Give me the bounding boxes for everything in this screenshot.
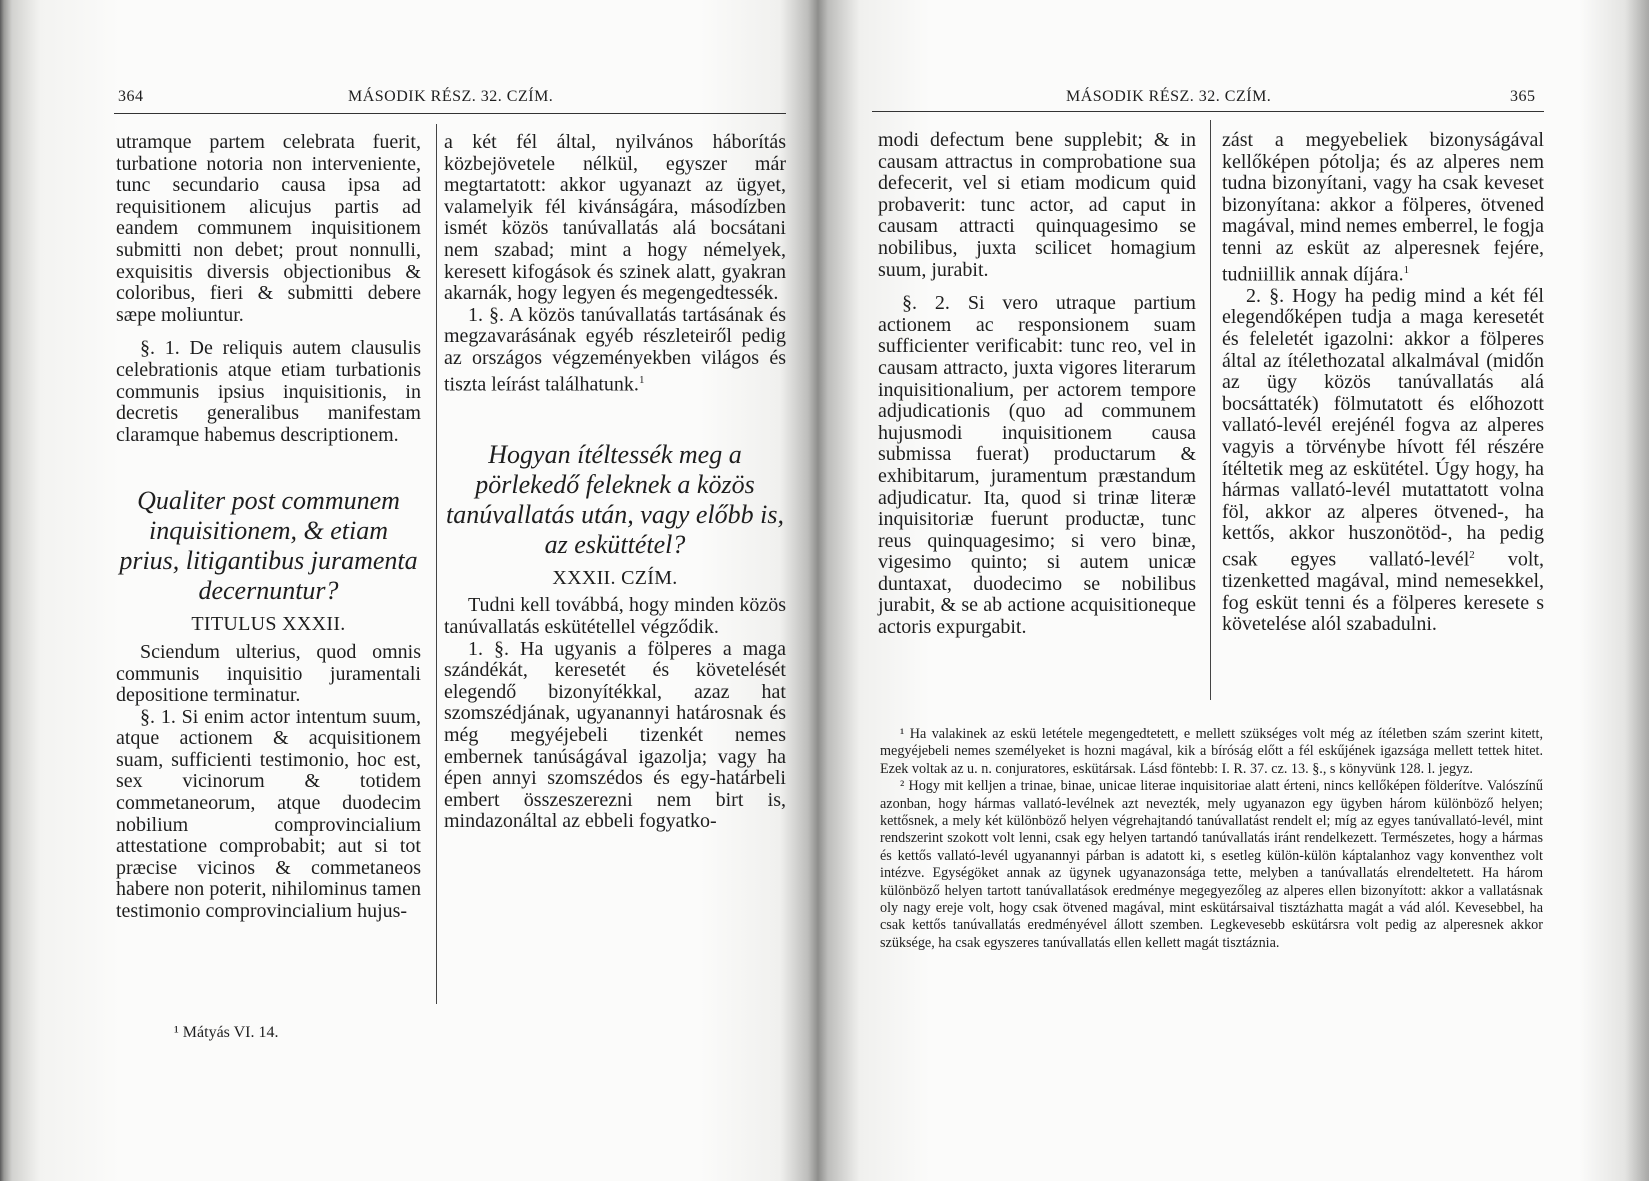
right-hungarian-column (1222, 130, 1544, 636)
footnote-2: ² Hogy mit kelljen a trinae, binae, unicae literae inquisitoriae alatt érteni, nincs kellőképen földerítve. Valószínű azonban, hogy hármas vallató-levélnek azt nevezték, mely ugyanazon egy ügyben három különböző helyen; kettősnek, a mely két különböző helyen végrehajtandó tanúvallatást rendelt el; míg az egyes tanúvallató-levél, mint rendszerint szokott volt lenni, csak egy helyen tartandó tanúvallatás iránt rendelkezett. Természetes, hogy a hármas és kettős vallató-levél ugyanannyi párban is adatott ki, s esetleg külön-külön káptalanhoz vagy konventhez volt intézve. Egységöket annak az ügynek ugyanazonsága tette, melyben a tanúvallatás elrendeltetett. Ha három különböző helyen tartott tanúvallatások eredménye megegyezőleg az alperes ellen bizonyított: akkor a vallatásnak oly nagy ereje volt, hogy csak ötvened magával, mint eskütársaival tisztázhatta magát a vád alól. Kevesebbel, ha csak kettős tanúvallatás eredményével állott szemben. Legkevesebb eskütársra volt pedig az alperesnek akkor szüksége, ha csak egyszeres tanúvallatás ellen kellett magát tisztáznia. (880, 778, 1543, 951)
hungarian-paragraph: 1. §. Ha ugyanis a fölperes a maga szándékát, keresetét és követelését elegendő bizonyítékkal, azaz hat szomszédjának, ugyanannyi határosnak és még megyéjebeli tizenkét nemes embernek tanúságával igazolja; vagy ha épen annyi szomszédos és egy-határbeli embert összeszerezni nem birt is, mindazonáltal az ebbeli fogyatko- (444, 637, 786, 833)
czim-heading: XXXII. CZÍM. (552, 566, 678, 589)
latin-paragraph: §. 1. Si enim actor intentum suum, atque actionem & acquisitionem suam, sufficienti testimonio, hoc est, sex vicinorum & totidem commetaneorum, atque duodecim nobilium comprovincialium attestatione comprobabit; aut si tot præcise vicinos & commetaneos habere non poterit, nihilominus tamen testimonio comprovincialium hujus- (116, 705, 421, 923)
latin-paragraph: utramque partem celebrata fuerit, turbatione notoria non interveniente, tunc secundario causa ipsa ad requisitionem alicujus partis ad eandem communem inquisitionem submitti non debet; prout nonnulli, exquisitis diversis objectionibus & coloribus, fieri & submitti debere sæpe moliuntur. (116, 131, 421, 326)
left-hungarian-column (444, 132, 786, 833)
left-page-number: 364 (118, 88, 144, 105)
right-latin-column (878, 130, 1196, 639)
latin-paragraph: §. 2. Si vero utraque partium actionem ac responsionem suam sufficienter verificabit: tunc reo, vel in causam attracto, juxta vigores literarum inquisitionalium, per actorem tempore adjudicationis (quo ad communem hujusmodi inquisitionem causa submissa fuerat) productarum & exhibitarum, juramentum præstandum adjudicatur. Ita, quod si trinæ literæ inquisitoriæ fuerunt productæ, tunc reus quinquagesimo; si vero binæ, vigesimo quinto; si autem unicæ duntaxat, duodecimo se nobilibus jurabit, & se ab actione acquisitioneque actoris expurgabit. (878, 292, 1196, 639)
left-running-head: MÁSODIK RÉSZ. 32. CZÍM. (348, 88, 554, 105)
hungarian-paragraph-with-note (1222, 286, 1544, 636)
right-footnotes (880, 726, 1543, 952)
left-latin-column (116, 132, 421, 923)
hungarian-paragraph: a két fél által, nyilvános háborítás közbejövetele nélkül, egyszer már megtartatott: akkor ugyanazt az ügyet, valamelyik fél kivánságára, másodízben ismét közös tanúvallatás alá bocsátani nem szabad; mint a hogy némelyek, keresett kifogások és szinek alatt, gyakran akarnák, hogy legyen és megengedtessék. (444, 131, 786, 305)
hungarian-paragraph-text: volt, tizenketted magával, mind nemesekkel, fog esküt tenni és a fölperes keresete s követelése alól szabadulni. (1222, 548, 1544, 636)
latin-paragraph: modi defectum bene supplebit; & in causam attractus in comprobatione sua defecerit, vel si etiam modicum quid probaverit: tunc actor, ad caput in causam attracti quinquagesimo se nobilibus, juxta scilicet homagium suum, jurabit. (878, 129, 1196, 281)
left-column-rule (436, 124, 437, 1004)
footnote-1: ¹ Ha valakinek az eskü letétele megengedtetett, e mellett szükséges volt még az ítéletben szám szerint kitett, megyéjebeli nemes személyeket is hozni magával, kik a bíróság előtt a fél eskűjének igazsága mellett tettek hitet. Ezek voltak az u. n. conjuratores, eskütársak. Lásd föntebb: I. R. 37. cz. 13. §., s könyvünk 128. l. jegyz. (880, 726, 1543, 777)
hungarian-paragraph-text: 2. §. Hogy ha pedig mind a két fél elegendőképen tudja a maga keresetét és feleletét igazolni: akkor a fölperes által az ítélethozatal alkalmával (midőn az ügy közös tanúvallatás alá bocsáttaték) fölmutatott és előhozott vallató-levél erejénél fogva az alperes vagyis a törvénybe hívott fél részére ítéltetik meg az eskütétel. Úgy hogy, ha hármas vallató-levél mutattatott volna föl, akkor az alperes ötvened-, ha kettős, akkor huszonötöd-, ha pedig csak egyes vallató-levél (1222, 284, 1544, 571)
right-page-number: 365 (1510, 88, 1536, 105)
latin-section-heading: Qualiter post communem inquisitionem, & etiam prius, litigantibus juramenta decernuntur? (119, 486, 418, 606)
hungarian-section-heading: Hogyan ítéltessék meg a pörlekedő feleknek a közös tanúvallatás után, vagy előbb is, az esküttétel? (446, 439, 784, 559)
footnote-marker: 1 (638, 373, 645, 386)
hungarian-paragraph-text: zást a megyebeliek bizonyságával kellőképen pótolja; és az alperes nem tudna bizonyítani, vagy ha csak keveset bizonyítana: akkor a fölperes, ötvened magával, mind nemes emberrel, le fogja tenni az esküt az alperesnek fejére, tudniillik annak díjára. (1222, 129, 1544, 286)
right-header-rule (872, 111, 1544, 112)
left-footnote: ¹ Mátyás VI. 14. (174, 1024, 279, 1041)
right-running-head: MÁSODIK RÉSZ. 32. CZÍM. (1066, 88, 1272, 105)
left-header-rule (114, 113, 786, 114)
titulus-heading: TITULUS XXXII. (191, 613, 346, 636)
right-column-rule (1210, 120, 1211, 700)
latin-paragraph: §. 1. De reliquis autem clausulis celebrationis atque etiam turbationis communis ipsius inquisitionis, in decretis generalibus manifestam claramque habemus descriptionem. (116, 337, 421, 446)
hungarian-paragraph-text: 1. §. A közös tanúvallatás tartásának és megzavarásának egyéb részleteiről pedig az országos végzeményekben világos és tiszta leírást találhatunk. (444, 303, 786, 396)
hungarian-paragraph-with-note (1222, 130, 1544, 286)
footnote-marker: 1 (1403, 263, 1410, 276)
hungarian-paragraph: Tudni kell továbbá, hogy minden közös tanúvallatás eskütétellel végződik. (444, 594, 786, 638)
latin-paragraph: Sciendum ulterius, quod omnis communis inquisitio juramentali depositione terminatur. (116, 640, 421, 707)
footnote-marker: 2 (1469, 548, 1475, 561)
hungarian-paragraph-with-note (444, 305, 786, 396)
